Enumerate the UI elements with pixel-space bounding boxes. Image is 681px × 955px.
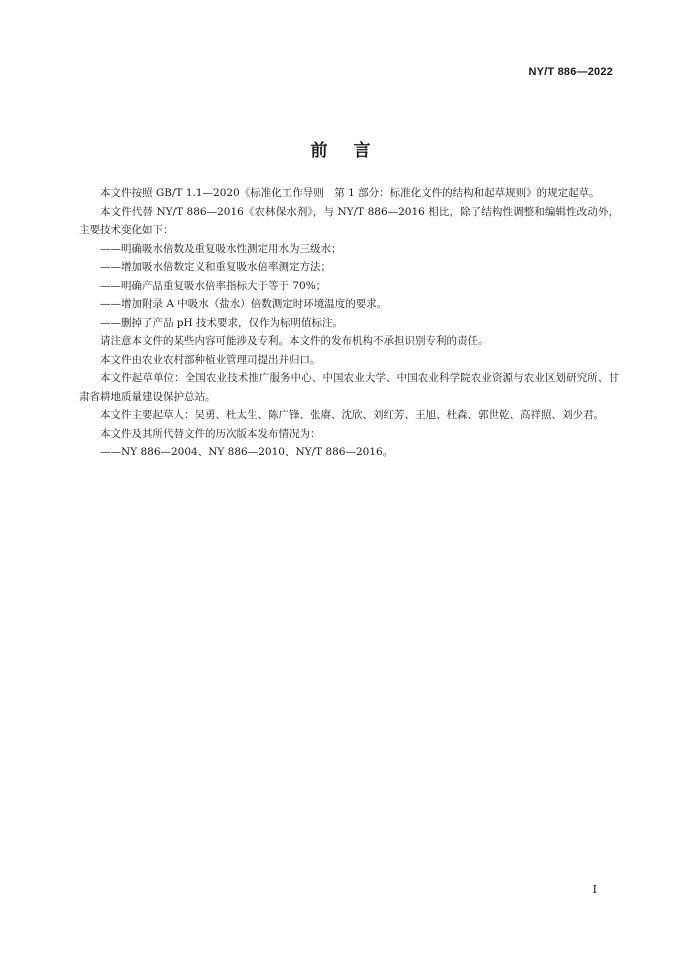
paragraph-drafters: 本文件主要起草人：吴勇、杜太生、陈广锋、张赓、沈欣、刘红芳、王旭、杜森、郭世乾、高祥照、刘少君。 [100, 409, 604, 421]
change-item: ——增加吸水倍数定义和重复吸水倍率测定方法； [100, 261, 331, 273]
change-item: ——明确产品重复吸水倍率指标大于等于 70%； [100, 279, 327, 292]
paragraph-proposer: 本文件由农业农村部种植业管理司提出并归口。 [100, 353, 321, 366]
paragraph-patent-notice: 请注意本文件的某些内容可能涉及专利。本文件的发布机构不承担识别专利的责任。 [100, 335, 489, 347]
paragraph-replaces: 本文件代替 NY/T 886—2016《农林保水剂》，与 NY/T 886—2016 相比，除了结构性调整和编辑性改动外，主要技术变化如下： [79, 205, 619, 236]
paragraph-drafting-rules: 本文件按照 GB/T 1.1—2020《标准化工作导则 第 1 部分：标准化文件的结构和起草规则》的规定起草。 [100, 187, 600, 199]
change-item: ——删掉了产品 pH 技术要求，仅作为标明值标注。 [100, 316, 344, 329]
change-item: ——增加附录 A 中吸水（盐水）倍数测定时环境温度的要求。 [100, 298, 388, 310]
change-item: ——明确吸水倍数及重复吸水性测定用水为三级水； [100, 242, 342, 255]
paragraph-history-intro: 本文件及其所代替文件的历次版本发布情况为： [100, 427, 321, 440]
foreword-body [79, 184, 619, 462]
page-number: I [592, 883, 597, 896]
standard-code: NY/T 886—2022 [528, 66, 613, 78]
history-item: ——NY 886—2004、NY 886—2010、NY/T 886—2016。 [100, 446, 394, 458]
page-title: 前言 [310, 141, 397, 161]
paragraph-drafting-units: 本文件起草单位：全国农业技术推广服务中心、中国农业大学、中国农业科学院农业资源与农业区划研究所、甘肃省耕地质量建设保护总站。 [79, 372, 619, 403]
